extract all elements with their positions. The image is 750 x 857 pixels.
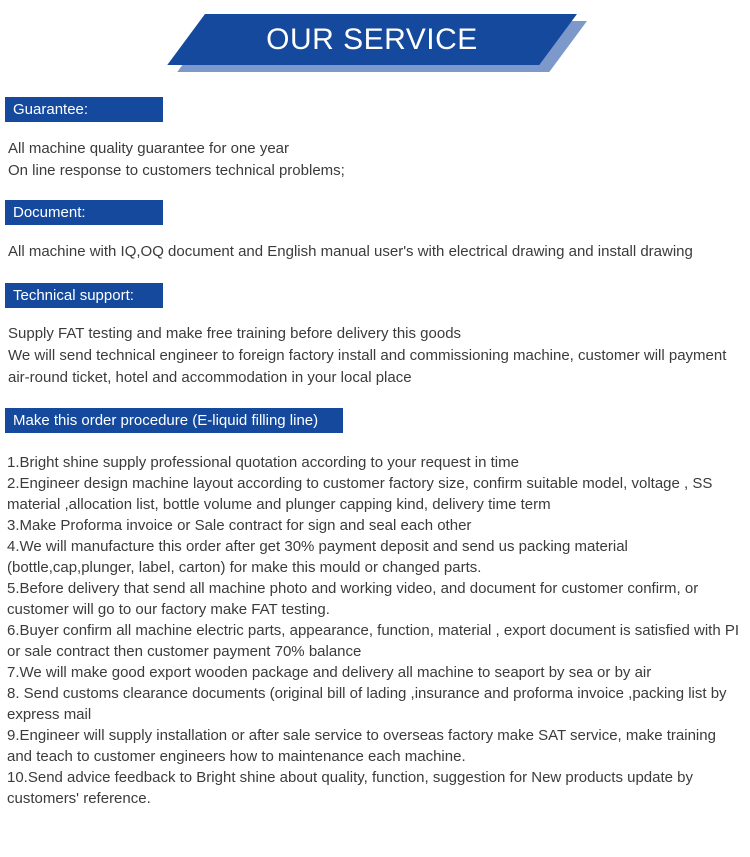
procedure-item: 1.Bright shine supply professional quotation according to your request in time xyxy=(7,454,519,471)
section-technical-support xyxy=(0,283,750,389)
section-body-guarantee xyxy=(8,138,744,182)
section-label-order-procedure: Make this order procedure (E-liquid filling line) xyxy=(5,408,343,433)
document-line: All machine with IQ,OQ document and English manual user's with electrical drawing and install drawing xyxy=(8,243,693,260)
technical-support-line: We will send technical engineer to foreign factory install and commissioning machine, customer will payment air-round ticket, hotel and accommodation in your local place xyxy=(8,347,727,386)
section-order-procedure xyxy=(0,408,750,809)
our-service-banner xyxy=(0,0,750,72)
section-body-technical-support xyxy=(8,323,744,389)
procedure-item: 4.We will manufacture this order after get 30% payment deposit and send us packing material (bottle,cap,plunger, label, carton) for make this mould or changed parts. xyxy=(7,538,628,576)
technical-support-line: Supply FAT testing and make free training before delivery this goods xyxy=(8,325,462,342)
procedure-item: 2.Engineer design machine layout according to customer factory size, confirm suitable model, voltage , SS material ,allocation list, bottle volume and plunger capping kind, delivery time term xyxy=(7,475,713,513)
section-body-document xyxy=(8,241,744,263)
procedure-item: 3.Make Proforma invoice or Sale contract for sign and seal each other xyxy=(7,517,472,534)
procedure-item: 5.Before delivery that send all machine photo and working video, and document for customer confirm, or customer will go to our factory make FAT testing. xyxy=(7,580,699,618)
procedure-item: 9.Engineer will supply installation or after sale service to overseas factory make SAT service, make training and teach to customer engineers how to maintenance each machine. xyxy=(7,727,716,765)
order-procedure-list xyxy=(7,452,744,809)
procedure-item: 6.Buyer confirm all machine electric parts, appearance, function, material , export document is satisfied with PI or sale contract then customer payment 70% balance xyxy=(7,622,740,660)
procedure-item: 10.Send advice feedback to Bright shine about quality, function, suggestion for New products update by customers' reference. xyxy=(7,769,693,807)
banner-title: OUR SERVICE xyxy=(266,23,478,56)
section-guarantee xyxy=(0,97,750,182)
guarantee-line: All machine quality guarantee for one year xyxy=(8,140,290,157)
section-document xyxy=(0,200,750,263)
guarantee-line: On line response to customers technical problems; xyxy=(8,162,345,179)
procedure-item: 7.We will make good export wooden package and delivery all machine to seaport by sea or by air xyxy=(7,664,652,681)
procedure-item: 8. Send customs clearance documents (original bill of lading ,insurance and proforma invoice ,packing list by express mail xyxy=(7,685,727,723)
section-label-document: Document: xyxy=(5,200,163,225)
section-label-guarantee: Guarantee: xyxy=(5,97,163,122)
section-label-technical-support: Technical support: xyxy=(5,283,163,308)
